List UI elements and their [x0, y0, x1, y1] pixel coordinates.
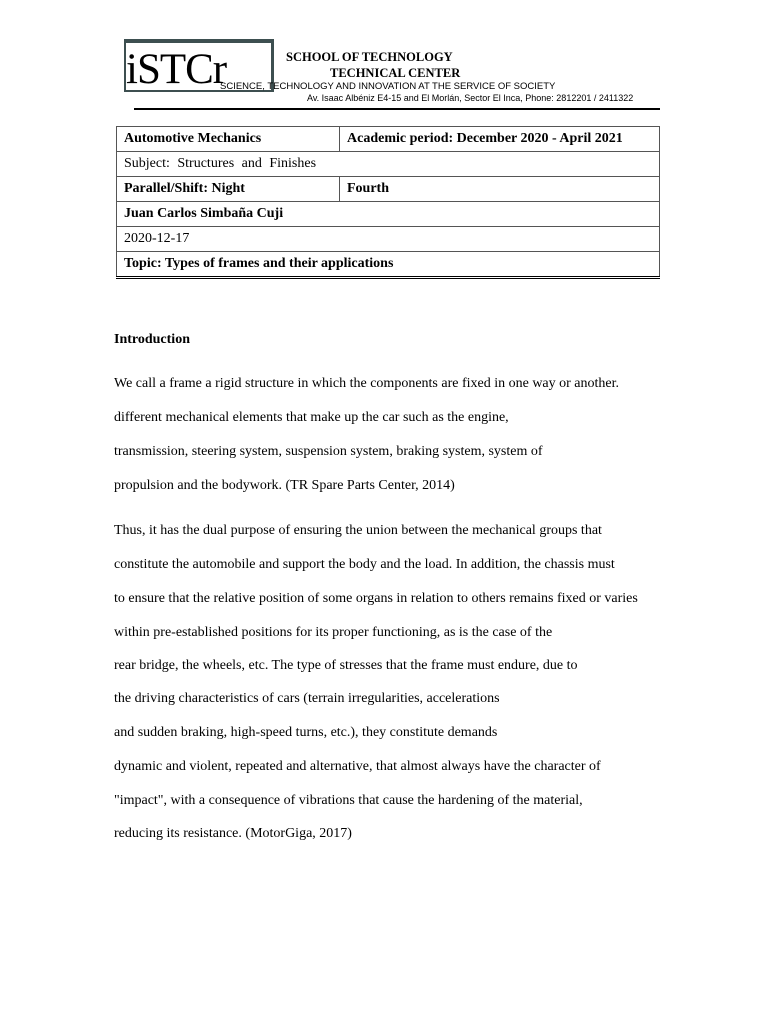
body-line: propulsion and the bodywork. (TR Spare Parts Center, 2014): [114, 478, 455, 493]
section-heading: Introduction: [114, 332, 190, 347]
academic-period-cell: Academic period: December 2020 - April 2021: [340, 127, 660, 152]
body-line: reducing its resistance. (MotorGiga, 2017): [114, 826, 352, 841]
table-row: [117, 152, 660, 177]
institution-motto: SCIENCE, TECHNOLOGY AND INNOVATION AT THE SERVICE OF SOCIETY: [220, 81, 556, 92]
body-line: different mechanical elements that make up the car such as the engine,: [114, 410, 509, 425]
topic-cell: Topic: Types of frames and their applications: [117, 252, 660, 278]
subject-cell: Subject: Structures and Finishes: [117, 152, 660, 177]
body-line: within pre-established positions for its proper functioning, as is the case of the: [114, 625, 553, 640]
header-divider: [134, 108, 660, 110]
table-row: [117, 227, 660, 252]
body-line: transmission, steering system, suspension system, braking system, system of: [114, 444, 543, 459]
table-row: [117, 127, 660, 152]
body-line: the driving characteristics of cars (terrain irregularities, accelerations: [114, 691, 500, 706]
body-line: We call a frame a rigid structure in which the components are fixed in one way or another.: [114, 376, 620, 391]
body-line: dynamic and violent, repeated and alternative, that almost always have the character of: [114, 759, 601, 774]
center-name: TECHNICAL CENTER: [330, 66, 461, 80]
info-table: [116, 126, 660, 279]
level-cell: Fourth: [340, 177, 660, 202]
body-line: "impact", with a consequence of vibrations that cause the hardening of the material,: [114, 793, 583, 808]
table-row: [117, 202, 660, 227]
table-row: [117, 252, 660, 278]
body-line: and sudden braking, high-speed turns, etc.), they constitute demands: [114, 725, 498, 740]
body-line: constitute the automobile and support the body and the load. In addition, the chassis must: [114, 557, 615, 572]
student-cell: Juan Carlos Simbaña Cuji: [117, 202, 660, 227]
table-row: [117, 177, 660, 202]
date-cell: 2020-12-17: [117, 227, 660, 252]
body-line: Thus, it has the dual purpose of ensuring the union between the mechanical groups that: [114, 523, 602, 538]
document-header: [0, 0, 768, 115]
parallel-shift-cell: Parallel/Shift: Night: [117, 177, 340, 202]
career-cell: Automotive Mechanics: [117, 127, 340, 152]
institution-address: Av. Isaac Albéniz E4-15 and El Morlán, Sector El Inca, Phone: 2812201 / 2411322: [307, 93, 634, 103]
school-name: SCHOOL OF TECHNOLOGY: [286, 50, 453, 64]
body-line: to ensure that the relative position of some organs in relation to others remains fixed or varies: [114, 591, 638, 606]
body-line: rear bridge, the wheels, etc. The type of stresses that the frame must endure, due to: [114, 658, 578, 673]
logo-text: iSTCr: [126, 46, 227, 93]
